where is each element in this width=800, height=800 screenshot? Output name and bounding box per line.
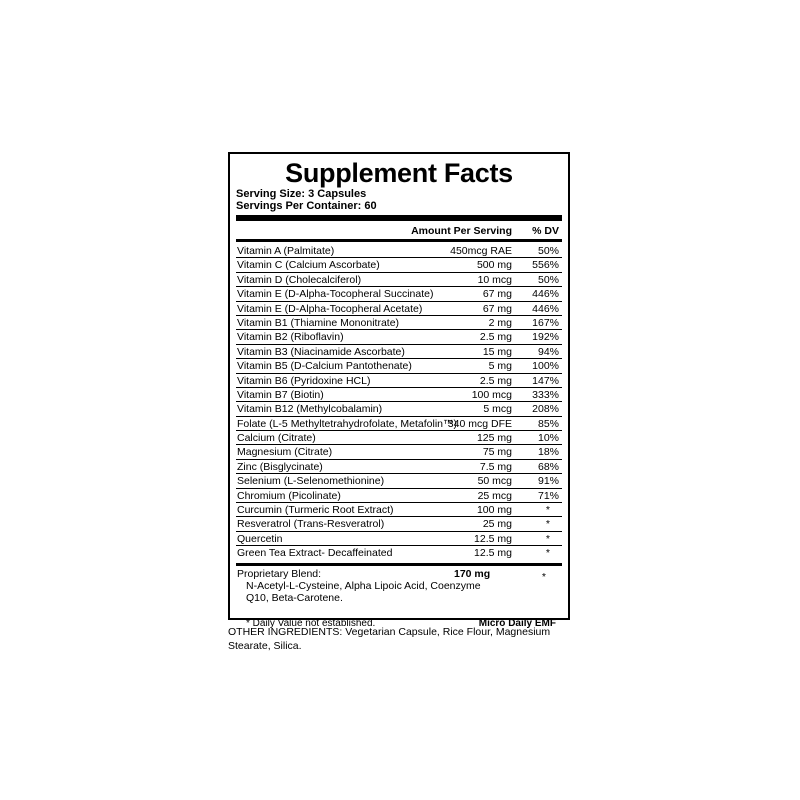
nutrient-amount: 5 mcg — [483, 403, 512, 416]
nutrient-name: Resveratrol (Trans-Resveratrol) — [237, 518, 385, 531]
nutrient-row — [236, 402, 562, 416]
nutrient-name: Vitamin B2 (Riboflavin) — [237, 331, 344, 344]
nutrient-amount: 10 mcg — [477, 273, 512, 286]
nutrient-amount: 12.5 mg — [474, 532, 512, 545]
blend-amount: 170 mg — [454, 567, 491, 580]
panel-title: Supplement Facts — [285, 158, 513, 188]
nutrient-name: Magnesium (Citrate) — [237, 446, 333, 459]
nutrient-amount: 67 mg — [482, 288, 512, 301]
nutrient-dv: 446% — [532, 288, 559, 301]
brand-name: Micro Daily EMF — [478, 617, 556, 629]
blend-dv: * — [541, 570, 546, 583]
nutrient-dv: 10% — [537, 432, 559, 445]
nutrient-row — [236, 417, 562, 431]
nutrient-dv: * — [545, 547, 550, 560]
nutrient-dv: 94% — [537, 345, 559, 358]
nutrient-dv: 333% — [532, 388, 559, 401]
nutrient-dv: 556% — [532, 259, 559, 272]
nutrient-dv: 50% — [537, 273, 559, 286]
nutrient-name: Vitamin C (Calcium Ascorbate) — [237, 259, 380, 272]
nutrient-dv: 68% — [537, 460, 559, 473]
medium-divider — [236, 563, 562, 566]
nutrient-amount: 25 mcg — [477, 489, 512, 502]
nutrient-row — [236, 374, 562, 388]
nutrient-amount: 450mcg RAE — [450, 245, 512, 257]
nutrient-row — [236, 330, 562, 344]
nutrient-row — [236, 345, 562, 359]
nutrient-dv: * — [545, 518, 550, 531]
other-ingredients: OTHER INGREDIENTS: Vegetarian Capsule, Rice Flour, Magnesium Stearate, Silica. — [228, 626, 551, 652]
nutrient-row — [236, 316, 562, 330]
nutrient-amount: 100 mg — [476, 504, 512, 517]
nutrient-amount: 7.5 mg — [479, 460, 512, 473]
nutrient-amount: 50 mcg — [477, 475, 512, 488]
nutrient-dv: 91% — [537, 475, 559, 488]
nutrient-amount: 100 mcg — [471, 388, 512, 401]
footnote: * Daily Value not established. — [246, 617, 376, 629]
nutrient-name: Curcumin (Turmeric Root Extract) — [237, 504, 394, 517]
nutrient-row — [236, 431, 562, 445]
proprietary-blend — [236, 568, 562, 618]
nutrient-name: Vitamin B7 (Biotin) — [237, 388, 324, 401]
nutrient-amount: 12.5 mg — [474, 547, 512, 560]
nutrient-amount: 75 mg — [482, 446, 512, 459]
nutrient-dv: * — [545, 504, 550, 517]
nutrient-name: Folate (L-5 Methyltetrahydrofolate, Metafolin™) — [237, 417, 458, 430]
nutrient-name: Vitamin D (Cholecalciferol) — [237, 273, 362, 286]
nutrient-row — [236, 474, 562, 488]
nutrient-row — [236, 517, 562, 531]
nutrient-row — [236, 388, 562, 402]
blend-name: Proprietary Blend: — [237, 567, 322, 580]
nutrient-dv: 192% — [532, 331, 559, 344]
nutrient-amount: 125 mg — [476, 432, 512, 445]
nutrient-name: Green Tea Extract- Decaffeinated — [237, 547, 393, 560]
nutrient-name: Vitamin E (D-Alpha-Tocopheral Succinate) — [237, 288, 434, 301]
nutrient-row — [236, 273, 562, 287]
nutrient-dv: 147% — [532, 374, 559, 387]
blend-ingredients: N-Acetyl-L-Cysteine, Alpha Lipoic Acid, Coenzyme Q10, Beta-Carotene. — [246, 579, 481, 605]
nutrient-name: Vitamin E (D-Alpha-Tocopheral Acetate) — [237, 302, 423, 315]
nutrient-row — [236, 503, 562, 517]
nutrient-amount: 500 mg — [476, 259, 512, 272]
nutrient-dv: 50% — [537, 245, 559, 257]
amount-column-header: Amount Per Serving — [411, 225, 512, 237]
nutrient-amount: 15 mg — [482, 345, 512, 358]
nutrient-amount: 67 mg — [482, 302, 512, 315]
nutrient-dv: 18% — [537, 446, 559, 459]
servings-per-container: Servings Per Container: 60 — [236, 200, 377, 212]
supplement-facts-panel — [228, 152, 570, 629]
medium-divider — [236, 239, 562, 242]
nutrient-dv: * — [545, 532, 550, 545]
nutrient-name: Vitamin B12 (Methylcobalamin) — [237, 403, 383, 416]
dv-column-header: % DV — [532, 225, 559, 237]
nutrient-dv: 446% — [532, 302, 559, 315]
nutrient-dv: 85% — [537, 417, 559, 430]
nutrient-amount: 2 mg — [488, 316, 512, 329]
nutrient-amount: 25 mg — [482, 518, 512, 531]
nutrient-amount: 340 mcg DFE — [447, 417, 512, 430]
nutrient-name: Selenium (L-Selenomethionine) — [237, 475, 385, 488]
nutrient-row — [236, 546, 562, 560]
nutrient-amount: 2.5 mg — [479, 374, 512, 387]
nutrient-name: Chromium (Picolinate) — [237, 489, 341, 502]
nutrient-dv: 100% — [532, 360, 559, 373]
nutrient-name: Vitamin B6 (Pyridoxine HCL) — [237, 374, 371, 387]
column-header — [236, 224, 562, 237]
nutrient-row — [236, 244, 562, 258]
nutrient-dv: 167% — [532, 316, 559, 329]
thick-divider — [236, 215, 562, 221]
nutrient-amount: 2.5 mg — [479, 331, 512, 344]
nutrient-name: Vitamin A (Palmitate) — [237, 245, 335, 257]
nutrient-row — [236, 302, 562, 316]
nutrient-name: Vitamin B1 (Thiamine Mononitrate) — [237, 316, 400, 329]
nutrient-row — [236, 359, 562, 373]
nutrient-name: Vitamin B5 (D-Calcium Pantothenate) — [237, 360, 412, 373]
nutrient-name: Quercetin — [237, 532, 283, 545]
nutrient-name: Vitamin B3 (Niacinamide Ascorbate) — [237, 345, 405, 358]
nutrient-list — [236, 244, 562, 561]
nutrient-dv: 208% — [532, 403, 559, 416]
nutrient-row — [236, 287, 562, 301]
nutrient-amount: 5 mg — [488, 360, 512, 373]
nutrient-name: Calcium (Citrate) — [237, 432, 316, 445]
nutrient-dv: 71% — [537, 489, 559, 502]
nutrient-row — [236, 532, 562, 546]
nutrient-row — [236, 460, 562, 474]
nutrient-row — [236, 445, 562, 459]
nutrient-name: Zinc (Bisglycinate) — [237, 460, 323, 473]
nutrient-row — [236, 258, 562, 272]
nutrient-row — [236, 489, 562, 503]
serving-size: Serving Size: 3 Capsules — [236, 188, 367, 200]
